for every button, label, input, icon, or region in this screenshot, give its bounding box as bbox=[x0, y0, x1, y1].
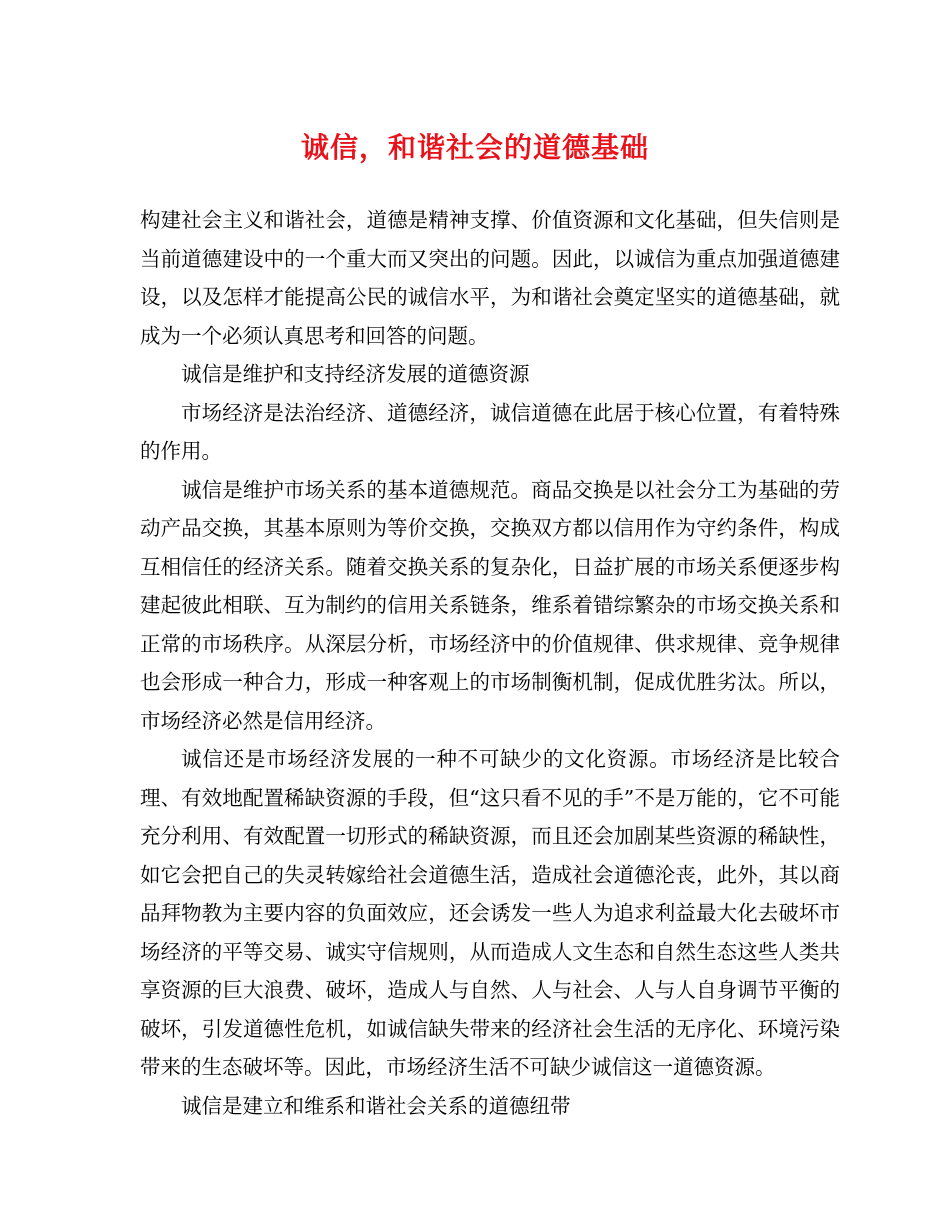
paragraph-market-economy: 市场经济是法治经济、道德经济，诚信道德在此居于核心位置，有着特殊的作用。 bbox=[140, 400, 840, 463]
paragraph-intro: 构建社会主义和谐社会，道德是精神支撑、价值资源和文化基础，但失信则是当前道德建设中的一个重大而又突出的问题。因此，以诚信为重点加强道德建设，以及怎样才能提高公民的诚信水平，为和谐社会奠定坚实的道德基础，就成为一个必须认真思考和回答的问题。 bbox=[140, 208, 840, 348]
document-body bbox=[140, 201, 840, 1125]
paragraph-cultural-resource: 诚信还是市场经济发展的一种不可缺少的文化资源。市场经济是比较合理、有效地配置稀缺资源的手段，但“这只看不见的手”不是万能的，它不可能充分利用、有效配置一切形式的稀缺资源，而且还会加剧某些资源的稀缺性，如它会把自己的失灵转嫁给社会道德生活，造成社会道德沦丧，此外，其以商品拜物教为主要内容的负面效应，还会诱发一些人为追求利益最大化去破坏市场经济的平等交易、诚实守信规则，从而造成人文生态和自然生态这些人类共享资源的巨大浪费、破坏，造成人与自然、人与社会、人与人自身调节平衡的破坏，引发道德性危机，如诚信缺失带来的经济社会生活的无序化、环境污染带来的生态破坏等。因此，市场经济生活不可缺少诚信这一道德资源。 bbox=[140, 747, 840, 1079]
paragraph-market-norms: 诚信是维护市场关系的基本道德规范。商品交换是以社会分工为基础的劳动产品交换，其基本原则为等价交换，交换双方都以信用作为守约条件，构成互相信任的经济关系。随着交换关系的复杂化，日益扩展的市场关系便逐步构建起彼此相联、互为制约的信用关系链条，维系着错综繁杂的市场交换关系和正常的市场秩序。从深层分析，市场经济中的价值规律、供求规律、竞争规律也会形成一种合力，形成一种客观上的市场制衡机制，促成优胜劣汰。所以，市场经济必然是信用经济。 bbox=[140, 477, 840, 733]
document-title: 诚信，和谐社会的道德基础 bbox=[300, 131, 649, 164]
section-heading-economic-resource: 诚信是维护和支持经济发展的道德资源 bbox=[181, 362, 530, 386]
section-heading-social-bond: 诚信是建立和维系和谐社会关系的道德纽带 bbox=[181, 1093, 571, 1118]
